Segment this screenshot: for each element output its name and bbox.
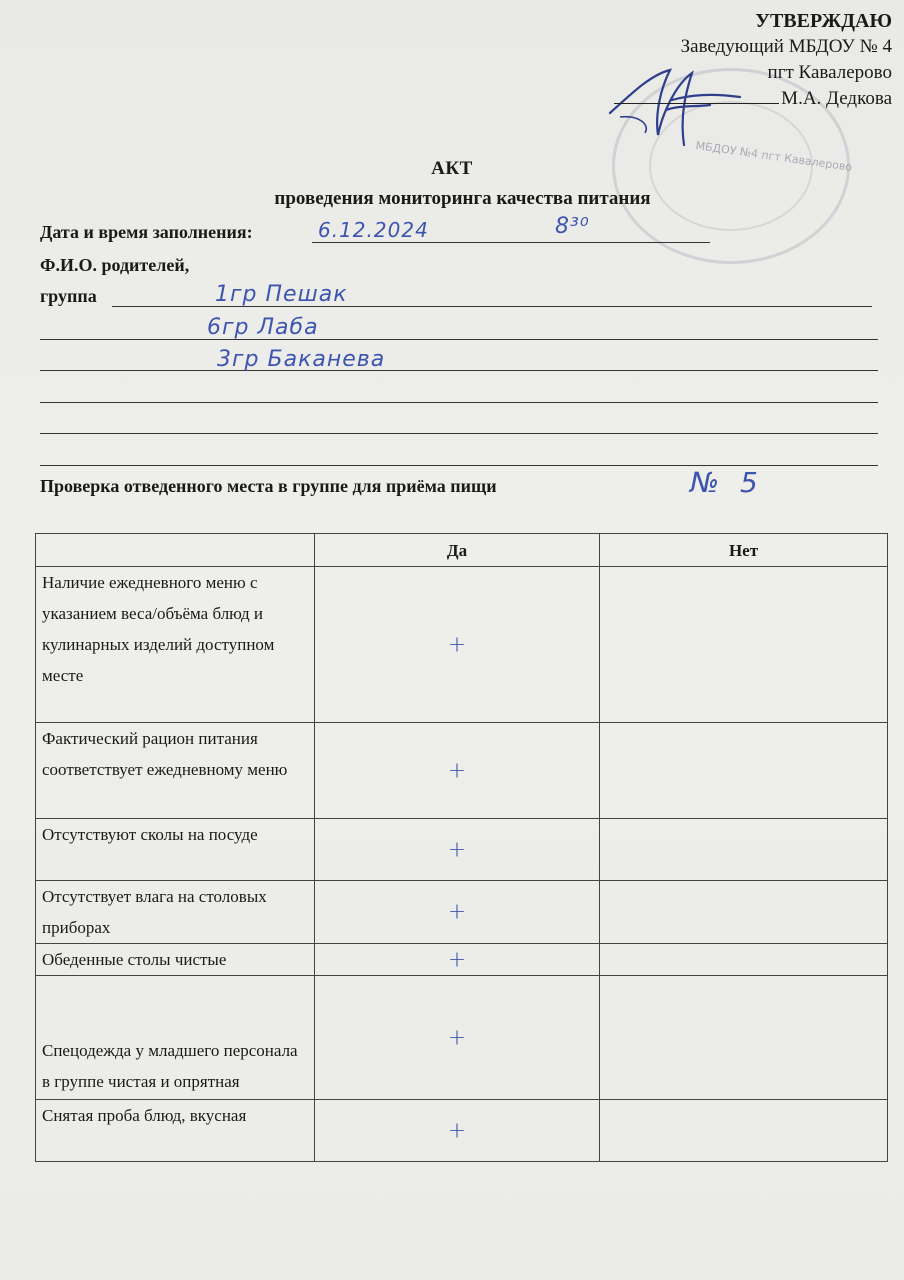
yes-mark: +: [447, 758, 467, 783]
no-cell: [600, 1100, 888, 1162]
yes-cell: [315, 567, 600, 723]
yes-cell: [315, 944, 600, 976]
question-cell: [36, 976, 315, 1100]
header-yes: Да: [315, 534, 600, 567]
question-cell: Фактический рацион питания соответствует ежедневному меню: [36, 723, 315, 819]
entry-line-4: [40, 402, 878, 403]
yes-mark: +: [447, 632, 467, 657]
approval-position: Заведующий МБДОУ № 4: [680, 36, 892, 57]
entry-line-3: [40, 370, 878, 371]
no-cell: [600, 881, 888, 944]
yes-mark: +: [447, 947, 467, 972]
table-row: [36, 1100, 888, 1162]
yes-cell: [315, 723, 600, 819]
question-cell: Обеденные столы чистые: [36, 944, 315, 976]
yes-mark: +: [447, 899, 467, 925]
question-cell: Отсутствует влага на столовых приборах: [36, 881, 315, 944]
no-cell: [600, 944, 888, 976]
datetime-date-value: 6.12.2024: [318, 218, 429, 242]
yes-mark: +: [447, 837, 467, 862]
header-no: Нет: [600, 534, 888, 567]
approval-signature-line: [614, 86, 892, 112]
table-row: [36, 976, 888, 1100]
no-cell: [600, 567, 888, 723]
table-row: [36, 819, 888, 881]
yes-mark: +: [447, 1118, 467, 1143]
yes-cell: [315, 819, 600, 881]
datetime-underline: [312, 242, 710, 243]
parent-entry-2: 6гр Лаба: [207, 315, 319, 340]
entry-line-5: [40, 433, 878, 434]
entry-line-2: [40, 339, 878, 340]
act-subtitle: проведения мониторинга качества питания: [274, 188, 651, 209]
question-cell: Наличие ежедневного меню с указанием веса/объёма блюд и кулинарных изделий доступном месте: [36, 567, 315, 723]
datetime-label: Дата и время заполнения:: [40, 222, 253, 242]
signature-line: [614, 103, 779, 104]
stamp-text: МБДОУ №4 пгт Кавалерово: [694, 139, 853, 174]
datetime-time-value: 8³⁰: [555, 214, 590, 239]
yes-cell: [315, 881, 600, 944]
no-cell: [600, 976, 888, 1100]
table-row: [36, 723, 888, 819]
approval-name: М.А. Дедкова: [781, 88, 892, 109]
act-title: АКТ: [431, 158, 473, 179]
parent-entry-1: 1гр Пешак: [215, 282, 348, 307]
header-question: [36, 534, 315, 567]
parents-label: Ф.И.О. родителей,: [40, 255, 190, 275]
yes-cell: [315, 1100, 600, 1162]
no-cell: [600, 723, 888, 819]
handwritten-number: № 5: [690, 466, 764, 499]
section-title: Проверка отведенного места в группе для приёма пищи: [40, 476, 497, 496]
question-text: Спецодежда у младшего персонала в группе чистая и опрятная: [42, 1041, 298, 1091]
question-cell: Снятая проба блюд, вкусная: [36, 1100, 315, 1162]
table-row: [36, 881, 888, 944]
table-row: [36, 944, 888, 976]
yes-cell: [315, 976, 600, 1100]
no-cell: [600, 819, 888, 881]
table-header-row: [36, 534, 888, 567]
approval-locality: пгт Кавалерово: [767, 62, 892, 83]
question-cell: Отсутствуют сколы на посуде: [36, 819, 315, 881]
parent-entry-3: 3гр Баканева: [217, 347, 386, 372]
inspection-table: [35, 533, 888, 1162]
group-label: группа: [40, 286, 97, 306]
approval-title: УТВЕРЖДАЮ: [755, 10, 892, 32]
table-row: [36, 567, 888, 723]
yes-mark: +: [447, 1025, 467, 1050]
approval-block: [614, 8, 892, 112]
